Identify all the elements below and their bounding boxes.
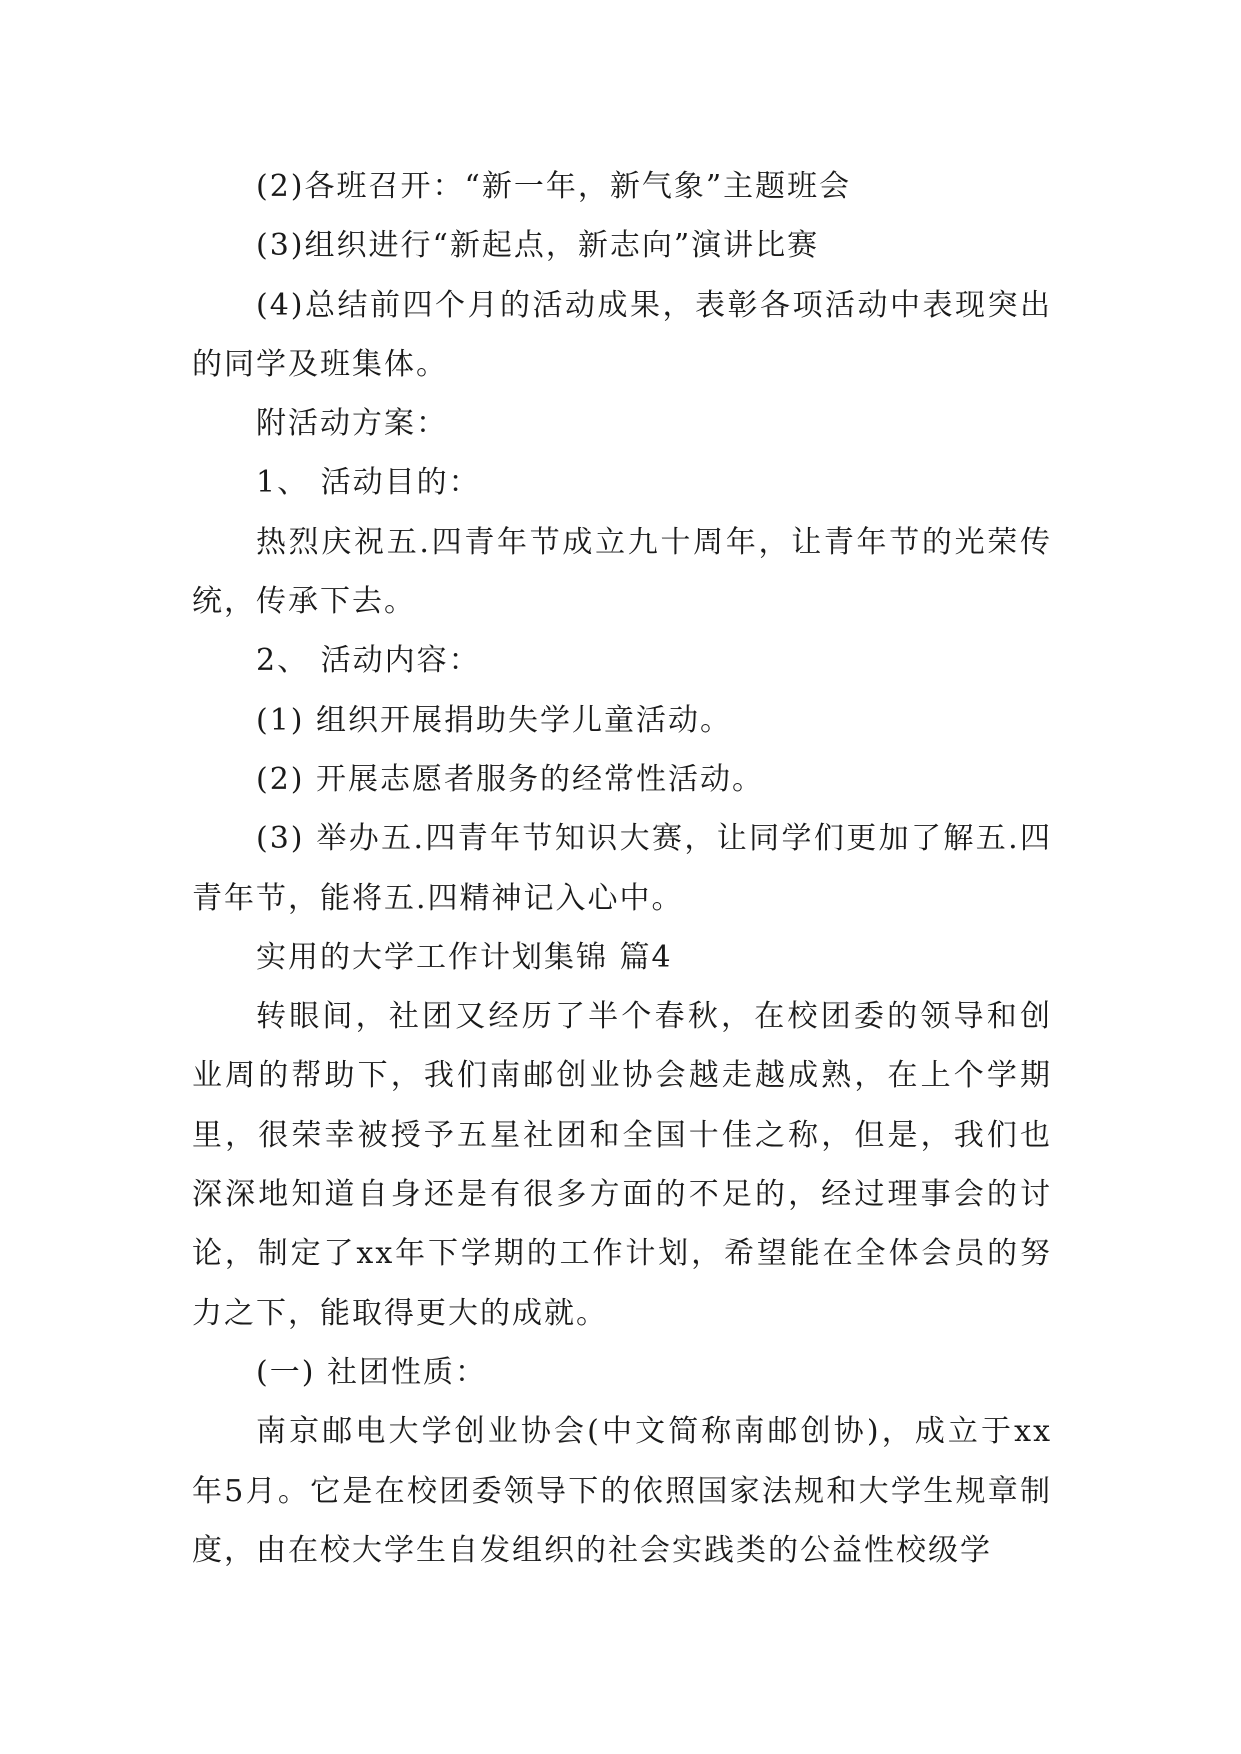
paragraph-activity-goal-heading: 1、 活动目的： (256, 465, 481, 501)
paragraph-content-item-3: (3) 举办五.四青年节知识大赛，让同学们更加了解五.四青年节，能将五.四精神记入心中。 (192, 821, 1052, 916)
paragraph-club-nature-heading: (一) 社团性质： (256, 1354, 487, 1390)
paragraph-club-nature: 南京邮电大学创业协会(中文简称南邮创协)，成立于xx年5月。它是在校团委领导下的依照国家法规和大学生规章制度，由在校大学生自发组织的社会实践类的公益性校级学 (192, 1414, 1052, 1568)
paragraph-class-meeting: (2)各班召开：“新一年，新气象”主题班会 (256, 169, 852, 204)
section-title: 实用的大学工作计划集锦 篇4 (256, 939, 673, 975)
paragraph-content-item-1: (1) 组织开展捐助失学儿童活动。 (256, 702, 733, 738)
paragraph-speech-contest: (3)组织进行“新起点，新志向”演讲比赛 (256, 228, 820, 264)
paragraph-introduction: 转眼间，社团又经历了半个春秋，在校团委的领导和创业周的帮助下，我们南邮创业协会越走越成熟，在上个学期里，很荣幸被授予五星社团和全国十佳之称，但是，我们也深深地知道自身还是有很多方面的不足的，经过理事会的讨论，制定了xx年下学期的工作计划，希望能在全体会员的努力之下，能取得更大的成就。 (192, 999, 1052, 1331)
paragraph-summary: (4)总结前四个月的活动成果，表彰各项活动中表现突出的同学及班集体。 (192, 287, 1052, 382)
paragraph-activity-goal: 热烈庆祝五.四青年节成立九十周年，让青年节的光荣传统，传承下去。 (192, 524, 1052, 620)
document-body (192, 157, 1052, 1580)
paragraph-activity-content-heading: 2、 活动内容： (256, 643, 481, 679)
paragraph-activity-plan-heading: 附活动方案： (256, 406, 448, 442)
paragraph-content-item-2: (2) 开展志愿者服务的经常性活动。 (256, 761, 765, 797)
